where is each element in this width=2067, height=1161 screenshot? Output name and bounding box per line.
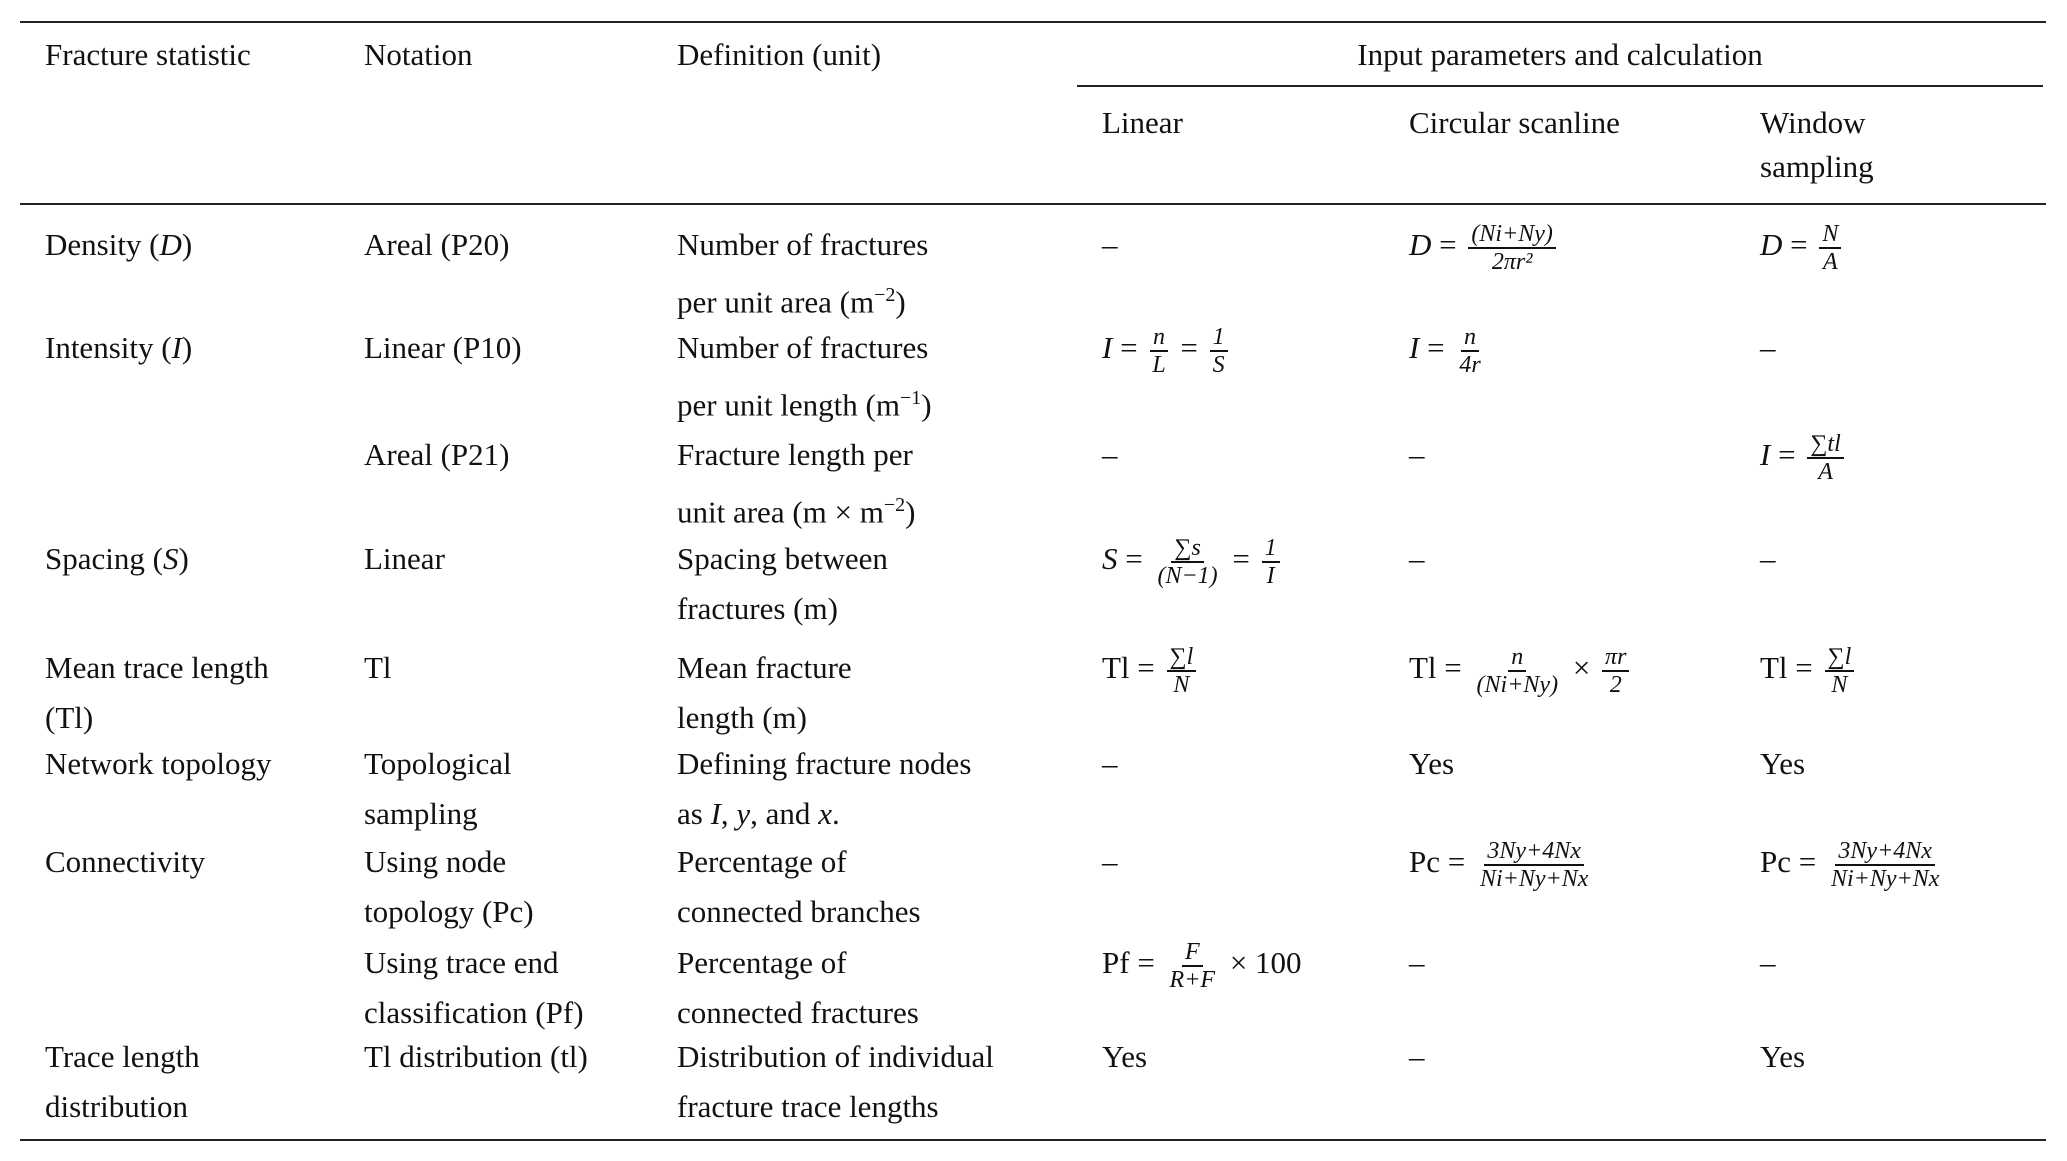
text-segment: length (m) [677,700,807,735]
cell-definition [677,323,932,423]
cell-statistic [45,323,192,373]
text-segment: Mean trace length [45,650,269,685]
text-segment: Percentage of [677,844,847,879]
cell-line [45,323,192,373]
text-segment: – [1409,1039,1425,1074]
fraction [1477,838,1591,892]
cell-window [1760,430,1848,485]
fraction-numerator: ∑l [1167,644,1197,672]
cell-line [677,584,888,634]
cell-line [677,938,919,988]
fraction-denominator: S [1212,351,1225,378]
text-segment: fracture trace lengths [677,1089,939,1124]
cell-linear [1102,938,1302,993]
text-segment: = [1172,330,1206,365]
cell-line [1760,430,1848,485]
text-segment: Areal (P21) [364,437,510,472]
text-segment: Network topology [45,746,272,781]
cell-line [1102,323,1232,378]
fraction-numerator: 1 [1210,324,1228,352]
fraction [1474,644,1562,698]
superscript: −1 [899,387,922,409]
cell-line [1760,323,1776,373]
text-segment: = [1770,437,1804,472]
fraction-numerator: 1 [1262,535,1280,563]
text-segment: Spacing between [677,541,888,576]
text-segment: = [1112,330,1146,365]
cell-line [45,643,269,693]
math-variable: D [159,227,182,262]
text-segment: Tl = [1409,650,1470,685]
cell-line [677,643,852,693]
cell-line [45,837,205,887]
cell-definition [677,1032,994,1132]
cell-line [1102,938,1302,993]
fraction-numerator: n [1461,324,1479,352]
text-segment: as [677,796,711,831]
cell-line [1409,1032,1425,1082]
text-segment: ) [905,494,916,530]
cell-window [1760,323,1776,373]
header-input-parameters: Input parameters and calculation [1357,37,1763,72]
cell-window [1760,938,1776,988]
cell-definition [677,430,915,530]
cell-line [1409,643,1633,698]
fraction-numerator: 3Ny+4Nx [1484,838,1584,866]
cell-line [45,693,269,743]
text-segment: ) [181,330,193,365]
text-segment: unit area (m × m [677,494,884,530]
cell-definition [677,837,921,937]
subheader-window-line: Window [1760,105,1866,140]
text-segment: – [1409,541,1425,576]
text-segment: – [1102,844,1118,879]
text-segment: × 100 [1222,945,1302,980]
cell-definition [677,220,928,320]
fraction [1262,535,1280,589]
cell-statistic [45,837,205,887]
fraction [1819,221,1841,275]
cell-line [1102,430,1118,480]
cell-circular [1409,837,1595,892]
cell-line [677,373,932,423]
text-segment: Tl [364,650,392,685]
fraction-denominator: (N−1) [1157,562,1218,589]
text-segment: – [1409,945,1425,980]
fraction-numerator: N [1819,221,1841,249]
cell-notation [364,220,509,270]
text-segment: , [720,796,737,831]
text-segment: Pf = [1102,945,1163,980]
fraction [1154,535,1220,589]
cell-statistic [45,1032,200,1132]
text-segment: = [1117,541,1151,576]
text-segment: per unit area (m [677,284,875,320]
text-segment: Using trace end [364,945,559,980]
cell-line [1760,220,1845,275]
cell-definition [677,938,919,1038]
subheader-window-line: sampling [1760,149,1874,184]
cell-notation [364,1032,588,1082]
cell-line [677,988,919,1038]
math-variable: I [1409,330,1420,365]
fraction-numerator: n [1508,644,1526,672]
cell-line [364,887,534,937]
text-segment: Tl = [1760,650,1821,685]
cell-statistic [45,643,269,743]
header-notation: Notation [364,37,473,72]
cell-line [1102,739,1118,789]
text-segment: Linear [364,541,445,576]
math-variable: S [162,541,179,576]
cell-line [677,1082,994,1132]
text-segment: Trace length [45,1039,200,1074]
cell-line [1409,938,1425,988]
cell-line [1409,837,1595,892]
text-segment: Tl = [1102,650,1163,685]
cell-line [1102,837,1118,887]
fraction [1807,431,1843,485]
cell-circular [1409,323,1488,378]
text-segment: Using node [364,844,507,879]
header-rule [20,203,2046,205]
fraction [1825,644,1855,698]
cell-linear [1102,430,1118,480]
cell-circular [1409,938,1425,988]
text-segment: Yes [1409,746,1455,781]
text-segment: Areal (P20) [364,227,510,262]
cell-window [1760,534,1776,584]
fraction-denominator: I [1266,562,1275,589]
cell-line [1409,323,1488,378]
cell-statistic [45,534,189,584]
header-definition: Definition (unit) [677,37,882,72]
cell-circular [1409,430,1425,480]
cell-line [364,220,509,270]
fraction-denominator: L [1152,351,1166,378]
fraction-numerator: n [1150,324,1168,352]
fraction-denominator: R+F [1169,966,1216,993]
cell-line [677,887,921,937]
cell-line [677,270,928,320]
cell-line [364,739,512,789]
fraction-numerator: (Ni+Ny) [1468,221,1556,249]
cell-line [1102,1032,1147,1082]
cell-line [364,837,534,887]
cell-linear [1102,837,1118,887]
cell-circular [1409,220,1560,275]
header-fracture-statistic: Fracture statistic [45,37,251,72]
cell-line [45,220,192,270]
fraction [1456,324,1483,378]
fraction-numerator: πr [1602,644,1629,672]
cell-line [364,430,509,480]
text-segment: = [1419,330,1453,365]
math-variable: S [1102,541,1118,576]
superscript: −2 [874,284,896,306]
cell-window [1760,739,1805,789]
cell-line [45,1082,200,1132]
cell-line [364,323,522,373]
cell-line [677,430,915,480]
math-variable: I [710,796,721,831]
cell-line [677,693,852,743]
math-variable: I [171,330,182,365]
text-segment: Spacing ( [45,541,163,576]
text-segment: Defining fracture nodes [677,746,972,781]
cell-statistic [45,220,192,270]
cell-line [364,988,584,1038]
text-segment: Topological [364,746,512,781]
cell-definition [677,739,971,839]
cell-line [1102,643,1200,698]
fraction-denominator: (Ni+Ny) [1476,671,1559,698]
fraction [1828,838,1942,892]
subheader-circular-scanline: Circular scanline [1409,105,1620,140]
text-segment: – [1760,945,1776,980]
cell-line [1409,220,1560,275]
text-segment: Number of fractures [677,330,929,365]
cell-definition [677,643,852,743]
text-segment: – [1102,227,1118,262]
math-variable: D [1409,227,1432,262]
cell-line [1760,739,1805,789]
cell-line [364,789,512,839]
text-segment: – [1760,330,1776,365]
cell-line [677,739,971,789]
text-segment: × [1565,650,1599,685]
math-variable: I [1760,437,1771,472]
text-segment: . [831,796,840,831]
fraction-denominator: 2πr² [1491,248,1533,275]
math-variable: D [1760,227,1783,262]
cell-window [1760,643,1858,698]
text-segment: distribution [45,1089,188,1124]
fraction [1210,324,1228,378]
fraction [1167,644,1197,698]
text-segment: ) [181,227,193,262]
cell-linear [1102,739,1118,789]
text-segment: Distribution of individual [677,1039,994,1074]
text-segment: Yes [1760,1039,1806,1074]
cell-line [1760,1032,1805,1082]
fraction [1167,939,1219,993]
cell-notation [364,430,509,480]
cell-line [677,789,971,839]
cell-notation [364,643,392,693]
cell-notation [364,739,512,839]
cell-line [1409,430,1425,480]
text-segment: Linear (P10) [364,330,522,365]
text-segment: , and [750,796,819,831]
text-segment: = [1431,227,1465,262]
top-rule [20,21,2046,23]
text-segment: connected fractures [677,995,919,1030]
cell-line [677,534,888,584]
text-segment: = [1224,541,1258,576]
cell-notation [364,323,522,373]
cell-window [1760,220,1845,275]
fraction-numerator: F [1182,939,1203,967]
cell-line [1760,938,1776,988]
subheader-linear: Linear [1102,105,1183,140]
fraction-denominator: Ni+Ny+Nx [1479,865,1589,892]
text-segment: Connectivity [45,844,206,879]
cell-linear [1102,1032,1147,1082]
cell-linear [1102,643,1200,698]
text-segment: Tl distribution (tl) [364,1039,588,1074]
text-segment: topology (Pc) [364,894,534,929]
cell-line [1102,534,1284,589]
cell-line [1409,534,1425,584]
fraction-denominator: 2 [1609,671,1622,698]
cell-circular [1409,534,1425,584]
text-segment: Yes [1760,746,1806,781]
fraction-numerator: ∑s [1171,535,1203,563]
cell-statistic [45,739,271,789]
text-segment: ) [178,541,189,576]
fraction-numerator: ∑l [1825,644,1855,672]
fraction-denominator: A [1823,248,1838,275]
cell-line [677,1032,994,1082]
fraction-numerator: ∑tl [1807,431,1843,459]
cell-line [45,534,189,584]
text-segment: per unit length (m [677,387,900,423]
text-segment: Pc = [1760,844,1824,879]
text-segment: Density ( [45,227,160,262]
cell-circular [1409,1032,1425,1082]
cell-line [364,534,445,584]
superscript: −2 [883,494,906,516]
text-segment: Percentage of [677,945,847,980]
math-variable: x [818,796,832,831]
text-segment: – [1760,541,1776,576]
cell-line [364,938,584,988]
cell-line [45,1032,200,1082]
fraction [1149,324,1168,378]
cell-linear [1102,220,1118,270]
cell-linear [1102,534,1284,589]
cell-line [677,323,932,373]
cell-line [677,220,928,270]
text-segment: Pc = [1409,844,1473,879]
cell-line [1760,643,1858,698]
cell-notation [364,837,534,937]
cell-line [364,643,392,693]
cell-window [1760,837,1946,892]
text-segment: Number of fractures [677,227,929,262]
text-segment: Fracture length per [677,437,913,472]
text-segment: connected branches [677,894,921,929]
cell-notation [364,938,584,1038]
bottom-rule [20,1139,2046,1141]
cell-line [45,739,271,789]
cell-line [1760,534,1776,584]
cell-notation [364,534,445,584]
text-segment: – [1102,437,1118,472]
fraction-denominator: N [1173,671,1190,698]
text-segment: ) [895,284,906,320]
cell-definition [677,534,888,634]
fraction-denominator: N [1831,671,1848,698]
text-segment: = [1782,227,1816,262]
text-segment: (Tl) [45,700,94,735]
cell-linear [1102,323,1232,378]
cell-line [364,1032,588,1082]
text-segment: classification (Pf) [364,995,584,1030]
math-variable: I [1102,330,1113,365]
cell-line [677,480,915,530]
cell-line [677,837,921,887]
cell-circular [1409,643,1633,698]
text-segment: Intensity ( [45,330,172,365]
text-segment: Mean fracture [677,650,852,685]
group-rule [1077,85,2043,87]
fraction-denominator: A [1818,458,1833,485]
fraction-denominator: 4r [1459,351,1481,378]
cell-line [1760,837,1946,892]
cell-line [1102,220,1118,270]
text-segment: fractures (m) [677,591,838,626]
math-variable: y [736,796,751,831]
text-segment: – [1409,437,1425,472]
text-segment: sampling [364,796,478,831]
text-segment: ) [921,387,932,423]
subheader-window-sampling [1760,101,1874,189]
fraction [1602,644,1629,698]
fraction-denominator: Ni+Ny+Nx [1830,865,1940,892]
cell-window [1760,1032,1805,1082]
cell-circular [1409,739,1454,789]
fraction [1468,221,1556,275]
fraction-numerator: 3Ny+4Nx [1835,838,1935,866]
cell-line [1409,739,1454,789]
text-segment: – [1102,746,1118,781]
text-segment: Yes [1102,1039,1148,1074]
